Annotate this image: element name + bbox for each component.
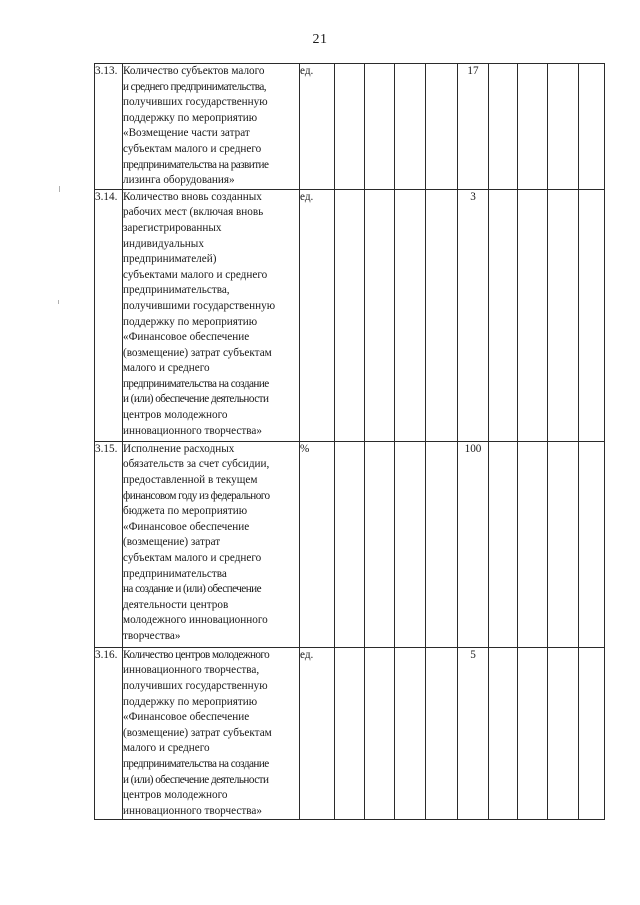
indicator-name-line: финансовом году из федерального: [123, 489, 270, 502]
indicator-name-line: малого и среднего: [123, 742, 210, 755]
indicators-table: [94, 63, 605, 820]
empty-cell: [489, 647, 518, 820]
row-number: 3.14.: [95, 189, 123, 441]
unit-cell: ед.: [300, 647, 335, 820]
empty-cell: [548, 64, 579, 190]
empty-cell: [426, 189, 458, 441]
empty-cell: [426, 441, 458, 647]
indicator-name-line: деятельности центров: [123, 598, 229, 611]
indicator-name-line: «Финансовое обеспечение: [123, 520, 250, 533]
indicator-name-line: молодежного инновационного: [123, 614, 268, 627]
empty-cell: [395, 64, 426, 190]
indicator-name-line: инновационного творчества,: [123, 664, 260, 677]
empty-cell: [518, 441, 548, 647]
indicator-name-line: субъектам малого и среднего: [123, 551, 262, 564]
indicator-name-line: бюджета по мероприятию: [123, 505, 248, 518]
empty-cell: [365, 64, 395, 190]
indicator-name-line: (возмещение) затрат субъектам: [123, 346, 272, 359]
indicator-name-line: «Финансовое обеспечение: [123, 331, 250, 344]
empty-cell: [489, 64, 518, 190]
indicator-name-line: (возмещение) затрат субъектам: [123, 726, 272, 739]
indicator-name-line: рабочих мест (включая вновь: [123, 206, 264, 219]
empty-cell: [395, 647, 426, 820]
unit-cell: ед.: [300, 64, 335, 190]
table-row: [95, 189, 605, 441]
empty-cell: [395, 189, 426, 441]
unit-cell: ед.: [300, 189, 335, 441]
empty-cell: [548, 441, 579, 647]
indicator-name-line: творчества»: [123, 629, 181, 642]
empty-cell: [335, 647, 365, 820]
empty-cell: [335, 64, 365, 190]
indicator-name: [123, 441, 300, 647]
row-number: 3.15.: [95, 441, 123, 647]
indicators-table-body: [95, 64, 605, 820]
indicator-name-line: предпринимательства на развитие: [123, 158, 269, 171]
table-row: [95, 441, 605, 647]
indicator-name-line: «Возмещение части затрат: [123, 127, 250, 140]
indicator-name-line: инновационного творчества»: [123, 804, 262, 817]
indicator-name-line: Количество субъектов малого: [123, 65, 265, 77]
empty-cell: [365, 441, 395, 647]
empty-cell: [579, 647, 605, 820]
indicator-name-line: и (или) обеспечение деятельности: [123, 393, 269, 406]
indicator-name-line: «Финансовое обеспечение: [123, 711, 250, 724]
indicator-name-line: предпринимательства на создание: [123, 757, 269, 770]
indicator-name-line: получивших государственную: [123, 679, 268, 692]
indicator-name-line: Исполнение расходных: [123, 442, 235, 455]
indicator-name-line: получившими государственную: [123, 299, 276, 312]
indicator-name-line: лизинга оборудования»: [123, 174, 235, 187]
indicator-name-line: предпринимательства на создание: [123, 377, 269, 390]
empty-cell: [395, 441, 426, 647]
empty-cell: [365, 647, 395, 820]
indicator-name-line: обязательств за счет субсидии,: [123, 458, 270, 471]
empty-cell: [426, 647, 458, 820]
empty-cell: [518, 647, 548, 820]
empty-cell: [579, 441, 605, 647]
indicator-name-line: и среднего предпринимательства,: [123, 80, 267, 93]
indicator-name: [123, 647, 300, 820]
indicator-name-line: зарегистрированных: [123, 221, 222, 234]
indicator-name-line: индивидуальных: [123, 237, 204, 250]
empty-cell: [489, 189, 518, 441]
empty-cell: [579, 64, 605, 190]
indicator-name-line: поддержку по мероприятию: [123, 315, 258, 328]
indicator-name-line: инновационного творчества»: [123, 424, 262, 437]
table-row: [95, 647, 605, 820]
empty-cell: [365, 189, 395, 441]
empty-cell: [335, 441, 365, 647]
value-cell: 5: [458, 647, 489, 820]
indicator-name-line: субъектам малого и среднего: [123, 142, 262, 155]
unit-cell: %: [300, 441, 335, 647]
indicator-name-line: Количество центров молодежного: [123, 648, 270, 661]
empty-cell: [518, 189, 548, 441]
indicator-name-line: центров молодежного: [123, 409, 228, 422]
value-cell: 100: [458, 441, 489, 647]
indicator-name-line: предпринимательства: [123, 567, 227, 580]
indicator-name-line: и (или) обеспечение деятельности: [123, 773, 269, 786]
indicator-name-line: предпринимателей): [123, 253, 217, 266]
indicator-name-line: субъектами малого и среднего: [123, 268, 268, 281]
indicator-name-line: поддержку по мероприятию: [123, 695, 258, 708]
indicator-name-line: предпринимательства,: [123, 284, 230, 297]
table-row: [95, 64, 605, 190]
scan-artifact-mark: [59, 186, 60, 192]
empty-cell: [335, 189, 365, 441]
indicator-name-line: получивших государственную: [123, 96, 268, 109]
empty-cell: [579, 189, 605, 441]
indicator-name: [123, 189, 300, 441]
indicator-name-line: на создание и (или) обеспечение: [123, 583, 262, 596]
row-number: 3.16.: [95, 647, 123, 820]
indicator-name-line: поддержку по мероприятию: [123, 111, 258, 124]
indicator-name-line: малого и среднего: [123, 362, 210, 375]
indicator-name-line: предоставленной в текущем: [123, 473, 258, 486]
row-number: 3.13.: [95, 64, 123, 190]
empty-cell: [548, 647, 579, 820]
scan-artifact-mark: [58, 300, 59, 304]
value-cell: 3: [458, 189, 489, 441]
empty-cell: [548, 189, 579, 441]
indicator-name: [123, 64, 300, 190]
indicator-name-line: Количество вновь созданных: [123, 190, 262, 203]
empty-cell: [518, 64, 548, 190]
indicator-name-line: центров молодежного: [123, 789, 228, 802]
page-number: 21: [312, 32, 328, 47]
value-cell: 17: [458, 64, 489, 190]
empty-cell: [426, 64, 458, 190]
indicator-name-line: (возмещение) затрат: [123, 536, 221, 549]
empty-cell: [489, 441, 518, 647]
